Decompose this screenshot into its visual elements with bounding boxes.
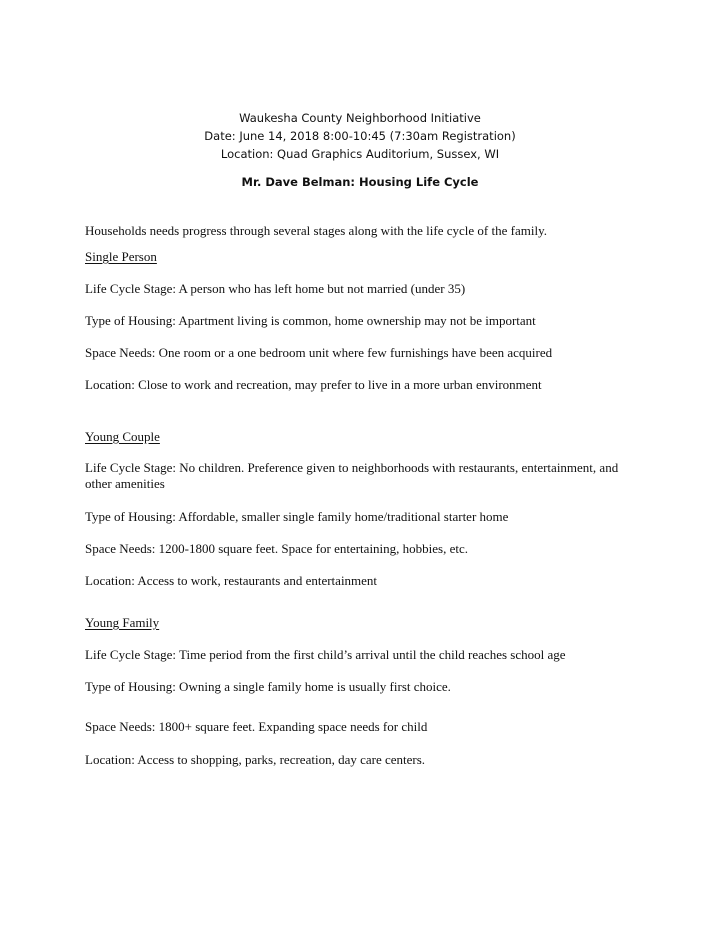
section-heading-single-person xyxy=(85,249,645,265)
section-heading-young-couple xyxy=(85,429,645,445)
single-person-location: Location: Close to work and recreation, may prefer to live in a more urban environment xyxy=(85,377,542,392)
young-couple-life-cycle: Life Cycle Stage: No children. Preference given to neighborhoods with restaurants, entertainment, and other amenities xyxy=(85,460,619,491)
young-couple-space: Space Needs: 1200-1800 square feet. Space for entertaining, hobbies, etc. xyxy=(85,541,469,556)
young-couple-housing: Type of Housing: Affordable, smaller single family home/traditional starter home xyxy=(85,509,509,524)
section-heading-young-family xyxy=(85,615,645,631)
intro-paragraph: Households needs progress through several stages along with the life cycle of the family. xyxy=(85,223,547,238)
young-family-space: Space Needs: 1800+ square feet. Expanding space needs for child xyxy=(85,719,428,734)
young-family-housing: Type of Housing: Owning a single family home is usually first choice. xyxy=(85,679,451,694)
single-person-life-cycle: Life Cycle Stage: A person who has left home but not married (under 35) xyxy=(85,281,466,296)
section-heading-text: Young Family xyxy=(85,615,160,630)
header-title: Waukesha County Neighborhood Initiative xyxy=(239,111,481,125)
single-person-housing: Type of Housing: Apartment living is common, home ownership may not be important xyxy=(85,313,536,328)
young-family-life-cycle: Life Cycle Stage: Time period from the first child’s arrival until the child reaches school age xyxy=(85,647,566,662)
header-location: Location: Quad Graphics Auditorium, Sussex, WI xyxy=(220,147,500,161)
speaker-title: Mr. Dave Belman: Housing Life Cycle xyxy=(241,175,479,189)
young-couple-location: Location: Access to work, restaurants and entertainment xyxy=(85,573,378,588)
young-family-location: Location: Access to shopping, parks, recreation, day care centers. xyxy=(85,752,426,767)
section-heading-text: Single Person xyxy=(85,249,157,264)
section-heading-text: Young Couple xyxy=(85,429,160,444)
header-date: Date: June 14, 2018 8:00-10:45 (7:30am Registration) xyxy=(204,129,516,143)
single-person-space: Space Needs: One room or a one bedroom unit where few furnishings have been acquired xyxy=(85,345,553,360)
